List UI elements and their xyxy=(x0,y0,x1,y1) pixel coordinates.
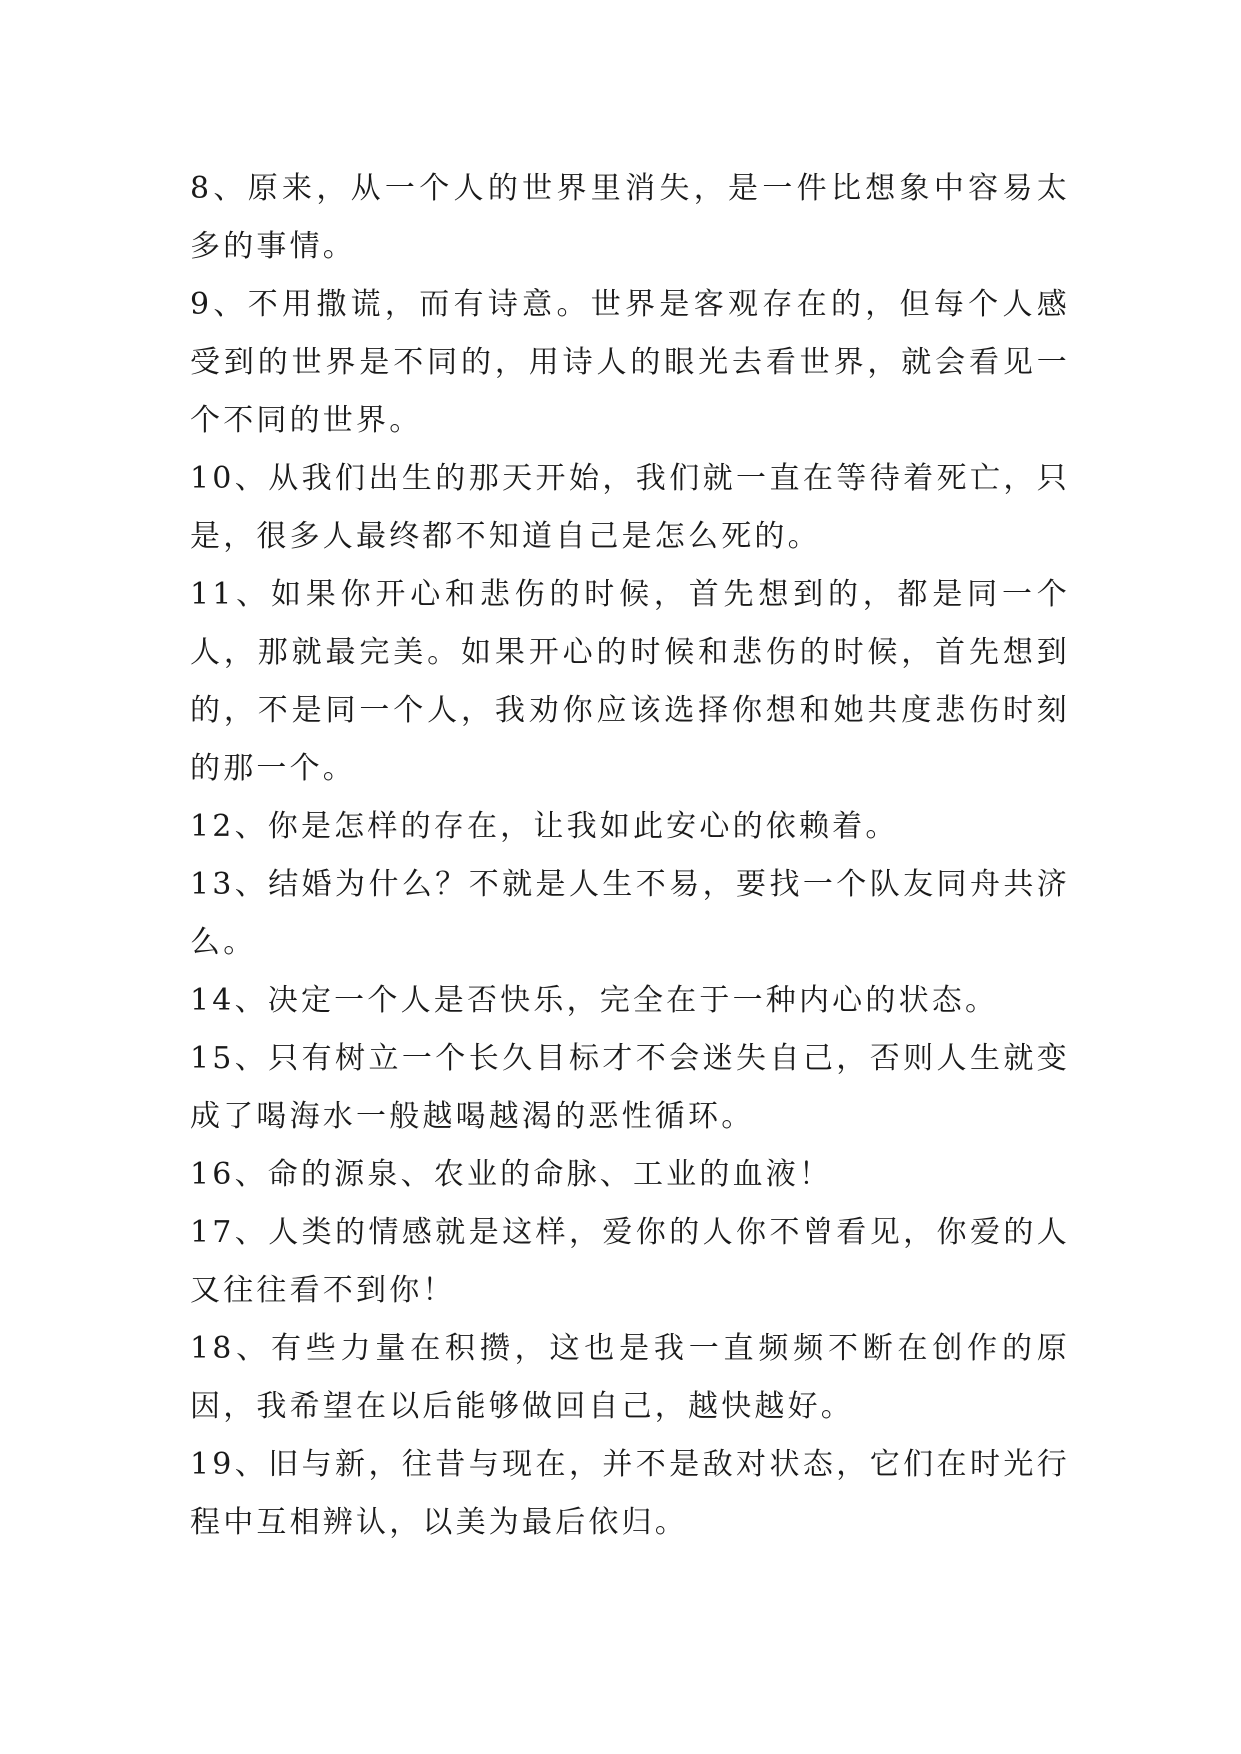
paragraph-13: 13、结婚为什么？不就是人生不易，要找一个队友同舟共济么。 xyxy=(190,867,1070,960)
paragraph-12: 12、你是怎样的存在，让我如此安心的依赖着。 xyxy=(190,809,899,844)
paragraph-18: 18、有些力量在积攒，这也是我一直频频不断在创作的原因，我希望在以后能够做回自己，越快越好。 xyxy=(190,1331,1070,1424)
paragraph-17: 17、人类的情感就是这样，爱你的人你不曾看见，你爱的人又往往看不到你！ xyxy=(190,1215,1070,1308)
paragraph-16: 16、命的源泉、农业的命脉、工业的血液！ xyxy=(190,1157,833,1192)
paragraph-10: 10、从我们出生的那天开始，我们就一直在等待着死亡，只是，很多人最终都不知道自己是怎么死的。 xyxy=(190,461,1070,554)
paragraph-11: 11、如果你开心和悲伤的时候，首先想到的，都是同一个人，那就最完美。如果开心的时候和悲伤的时候，首先想到的，不是同一个人，我劝你应该选择你想和她共度悲伤时刻的那一个。 xyxy=(190,577,1070,786)
paragraph-14: 14、决定一个人是否快乐，完全在于一种内心的状态。 xyxy=(190,983,999,1018)
paragraph-15: 15、只有树立一个长久目标才不会迷失自己，否则人生就变成了喝海水一般越喝越渴的恶性循环。 xyxy=(190,1041,1070,1134)
document-body xyxy=(190,160,1070,1552)
paragraph-9: 9、不用撒谎，而有诗意。世界是客观存在的，但每个人感受到的世界是不同的，用诗人的眼光去看世界，就会看见一个不同的世界。 xyxy=(190,287,1070,438)
paragraph-19: 19、旧与新，往昔与现在，并不是敌对状态，它们在时光行程中互相辨认，以美为最后依归。 xyxy=(190,1447,1070,1540)
paragraph-8: 8、原来，从一个人的世界里消失，是一件比想象中容易太多的事情。 xyxy=(190,171,1070,264)
